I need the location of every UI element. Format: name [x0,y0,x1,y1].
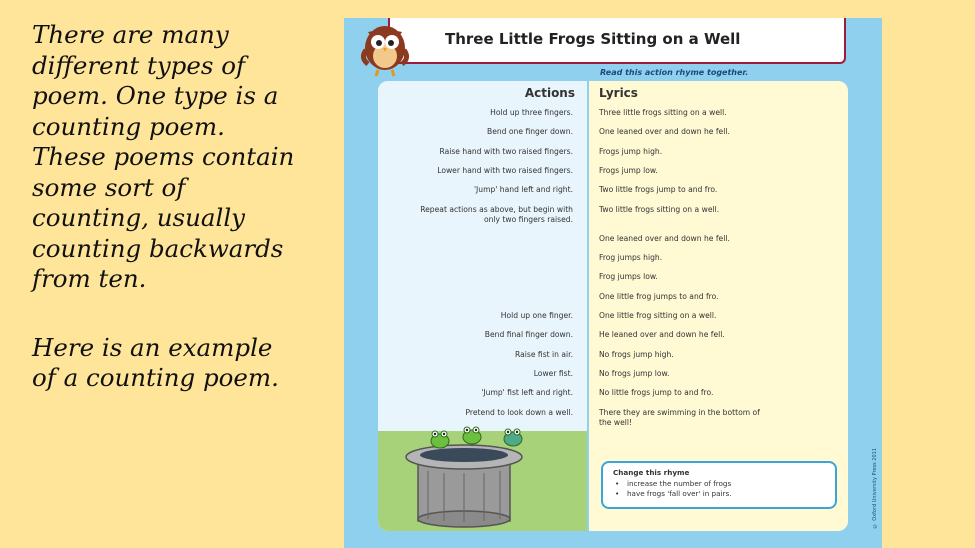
lyric-line: No frogs jump high. [599,350,674,359]
intro-paragraph-2: Here is an example of a counting poem. [32,332,279,392]
actions-column [378,81,589,531]
copyright-notice: © Oxford University Press 2011 [872,447,878,528]
lyrics-header: Lyrics [599,86,638,100]
lyric-line: No frogs jump low. [599,369,670,378]
list-item: • increase the number of frogs [613,479,732,489]
instruction-text: Read this action rhyme together. [600,68,749,77]
action-row: Bend one finger down. [486,127,573,136]
lyric-line: Frogs jump low. [599,166,658,175]
actions-header: Actions [524,86,575,100]
lyric-line: There they are swimming in the bottom of the well! [599,408,760,427]
lyric-line: One little frog jumps to and fro. [599,292,719,301]
lyric-line: One little frog sitting on a well. [599,311,717,320]
lyric-line: Three little frogs sitting on a well. [599,108,727,117]
list-item: • have frogs 'fall over' in pairs. [613,489,732,499]
frogs-on-well-illustration [378,391,587,531]
owl-mascot-icon [354,18,416,80]
action-row: Repeat actions as above, but begin with only two fingers raised. [420,205,573,224]
change-rhyme-title: Change this rhyme [613,468,690,477]
action-row: Pretend to look down a well. [465,408,573,417]
lyric-line: Frogs jump high. [599,147,663,156]
change-rhyme-list [613,479,732,499]
change-rhyme-box [601,461,837,509]
poem-title: Three Little Frogs Sitting on a Well [445,30,741,48]
action-row: Raise fist in air. [515,350,573,359]
title-banner [388,18,846,64]
lyrics-column [589,81,848,531]
action-row: Raise hand with two raised fingers. [439,147,573,156]
lyric-line: One leaned over and down he fell. [599,234,730,243]
intro-text [32,20,332,394]
lyric-line: Frog jumps low. [599,272,658,281]
lyric-line: He leaned over and down he fell. [599,330,725,339]
action-row: Lower hand with two raised fingers. [437,166,573,175]
action-row: 'Jump' fist left and right. [481,388,573,397]
action-row: Hold up one finger. [500,311,573,320]
rhyme-table [378,81,848,531]
lyric-line: Two little frogs jump to and fro. [599,185,718,194]
action-row: Bend final finger down. [484,330,573,339]
lyric-line: One leaned over and down he fell. [599,127,730,136]
lyric-line: No little frogs jump to and fro. [599,388,714,397]
lyric-line: Two little frogs sitting on a well. [599,205,720,214]
action-row: Lower fist. [533,369,573,378]
action-row: 'Jump' hand left and right. [473,185,573,194]
action-row: Hold up three fingers. [490,108,573,117]
poem-worksheet [344,18,882,548]
lyric-line: Frog jumps high. [599,253,663,262]
intro-paragraph-1: There are many different types of poem. One type is a counting poem. These poems contain some sort of counting, usually counting backwards from ten. [32,20,295,293]
